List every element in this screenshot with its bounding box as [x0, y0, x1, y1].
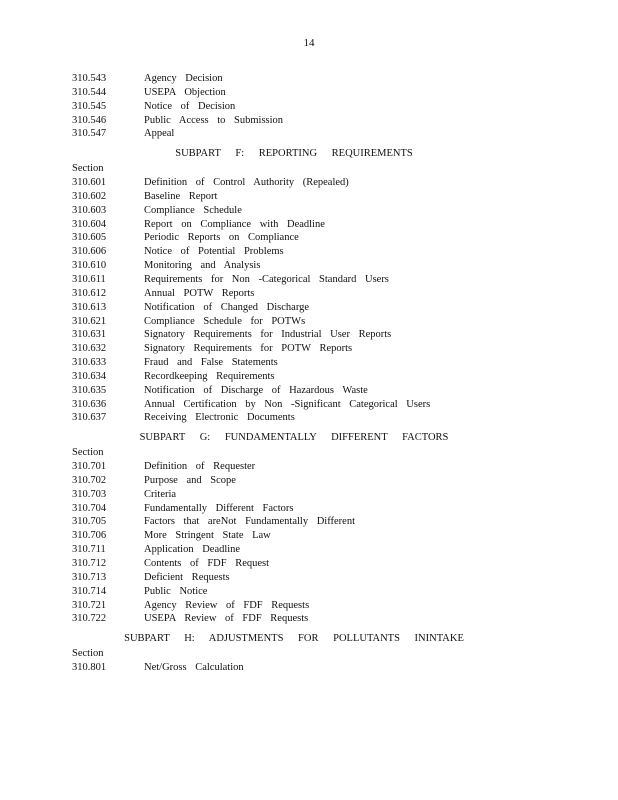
- section-title: Contents of FDF Request: [144, 558, 270, 569]
- table-of-contents: [72, 72, 572, 675]
- subpart-heading: SUBPART G: FUNDAMENTALLY DIFFERENT FACTORS: [139, 432, 449, 444]
- section-title: Net/Gross Calculation: [144, 662, 244, 674]
- section-number: 310.544: [72, 86, 107, 98]
- toc-entry: [72, 571, 572, 585]
- section-title: Baseline Report: [144, 190, 218, 202]
- section-label: Section: [72, 648, 104, 660]
- subpart-heading: SUBPART F: REPORTING REQUIREMENTS: [175, 148, 413, 160]
- section-number: 310.605: [72, 232, 107, 244]
- section-title: Factors that areNot Fundamentally Different: [144, 516, 356, 528]
- toc-entry: [72, 599, 572, 613]
- toc-entry: [72, 342, 572, 356]
- section-number: 310.621: [72, 315, 107, 327]
- section-number: 310.721: [72, 599, 107, 611]
- section-title: Fundamentally Different Factors: [144, 502, 294, 514]
- section-number: 310.545: [72, 100, 107, 112]
- toc-entry: [72, 370, 572, 384]
- section-number: 310.712: [72, 558, 107, 569]
- toc-group: [72, 632, 572, 675]
- section-label: Section: [72, 447, 104, 459]
- toc-entry: [72, 204, 572, 218]
- section-number: 310.543: [72, 73, 107, 84]
- section-number: 310.547: [72, 128, 107, 140]
- section-number: 310.706: [72, 530, 107, 542]
- toc-entry: [72, 557, 572, 571]
- section-number: 310.602: [72, 190, 107, 202]
- section-title: Notification of Discharge of Hazardous Waste: [144, 384, 368, 396]
- subpart-heading: SUBPART H: ADJUSTMENTS FOR POLLUTANTS ININTAKE: [124, 633, 464, 645]
- toc-entry: [72, 259, 572, 273]
- section-number: 310.801: [72, 662, 107, 674]
- section-title: Compliance Schedule: [144, 204, 242, 216]
- section-title: Notice of Decision: [144, 100, 236, 112]
- section-number: 310.701: [72, 461, 107, 473]
- section-title: Receiving Electronic Documents: [144, 412, 295, 424]
- section-number: 310.637: [72, 412, 107, 424]
- toc-group: [72, 431, 572, 626]
- section-number: 310.631: [72, 329, 107, 341]
- section-title: Deficient Requests: [144, 571, 230, 583]
- toc-entry: [72, 488, 572, 502]
- section-title: Notice of Potential Problems: [144, 246, 284, 258]
- section-title: Definition of Control Authority (Repealed): [144, 177, 349, 189]
- section-number: 310.703: [72, 488, 107, 500]
- section-title: Report on Compliance with Deadline: [144, 218, 325, 230]
- section-title: USEPA Review of FDF Requests: [144, 613, 309, 625]
- toc-entry: [72, 127, 572, 141]
- toc-entry: [72, 86, 572, 100]
- section-number: 310.610: [72, 260, 107, 272]
- section-title: USEPA Objection: [144, 86, 226, 98]
- section-number: 310.611: [72, 273, 106, 285]
- section-number: 310.636: [72, 398, 107, 410]
- section-number: 310.601: [72, 177, 107, 189]
- toc-entry: [72, 460, 572, 474]
- toc-entry: [72, 100, 572, 114]
- section-title: Recordkeeping Requirements: [144, 370, 275, 382]
- section-number: 310.705: [72, 516, 107, 528]
- toc-entry: [72, 114, 572, 128]
- section-title: Purpose and Scope: [144, 474, 236, 486]
- toc-entry: [72, 287, 572, 301]
- toc-entry: [72, 190, 572, 204]
- section-number: 310.612: [72, 287, 107, 299]
- section-number: 310.633: [72, 357, 107, 369]
- section-title: Periodic Reports on Compliance: [144, 232, 299, 244]
- toc-entry: [72, 612, 572, 626]
- section-title: Compliance Schedule for POTWs: [144, 315, 306, 327]
- toc-group: [72, 72, 572, 141]
- section-number: 310.606: [72, 246, 107, 258]
- section-label: Section: [72, 163, 104, 175]
- toc-entry: [72, 515, 572, 529]
- section-number: 310.713: [72, 571, 107, 583]
- section-title: Application Deadline: [144, 544, 241, 556]
- section-title: Fraud and False Statements: [144, 357, 278, 369]
- toc-entry: [72, 411, 572, 425]
- section-title: Appeal: [144, 128, 175, 140]
- section-title: Public Access to Submission: [144, 114, 284, 126]
- toc-entry: [72, 218, 572, 232]
- section-title: Requirements for Non -Categorical Standard Users: [144, 273, 389, 285]
- toc-entry: [72, 356, 572, 370]
- section-title: Annual POTW Reports: [144, 287, 255, 299]
- toc-entry: [72, 474, 572, 488]
- section-number: 310.711: [72, 544, 106, 556]
- section-number: 310.632: [72, 343, 107, 355]
- section-number: 310.604: [72, 218, 107, 230]
- section-title: Signatory Requirements for Industrial User Reports: [144, 329, 392, 341]
- section-number: 310.704: [72, 502, 107, 514]
- toc-group: [72, 147, 572, 425]
- section-title: Criteria: [144, 488, 177, 500]
- section-title: Signatory Requirements for POTW Reports: [144, 343, 353, 355]
- page-number: 14: [303, 37, 315, 49]
- toc-entry: [72, 529, 572, 543]
- toc-entry: [72, 543, 572, 557]
- toc-entry: [72, 384, 572, 398]
- section-title: Public Notice: [144, 585, 208, 597]
- toc-entry: [72, 231, 572, 245]
- toc-entry: [72, 72, 572, 86]
- toc-entry: [72, 301, 572, 315]
- section-title: More Stringent State Law: [144, 530, 271, 542]
- section-number: 310.546: [72, 114, 107, 126]
- toc-entry: [72, 245, 572, 259]
- toc-entry: [72, 315, 572, 329]
- section-number: 310.603: [72, 204, 107, 216]
- toc-entry: [72, 328, 572, 342]
- toc-entry: [72, 502, 572, 516]
- section-number: 310.722: [72, 613, 107, 625]
- section-title: Definition of Requester: [144, 461, 256, 473]
- toc-entry: [72, 661, 572, 675]
- section-title: Annual Certification by Non -Significant Categorical Users: [144, 398, 431, 410]
- toc-entry: [72, 273, 572, 287]
- toc-entry: [72, 176, 572, 190]
- toc-entry: [72, 398, 572, 412]
- section-title: Agency Decision: [144, 73, 223, 84]
- section-number: 310.702: [72, 474, 107, 486]
- section-number: 310.613: [72, 301, 107, 313]
- section-title: Monitoring and Analysis: [144, 260, 261, 272]
- toc-entry: [72, 585, 572, 599]
- section-number: 310.634: [72, 370, 107, 382]
- section-title: Agency Review of FDF Requests: [144, 599, 310, 611]
- section-title: Notification of Changed Discharge: [144, 301, 310, 313]
- section-number: 310.635: [72, 384, 107, 396]
- section-number: 310.714: [72, 585, 107, 597]
